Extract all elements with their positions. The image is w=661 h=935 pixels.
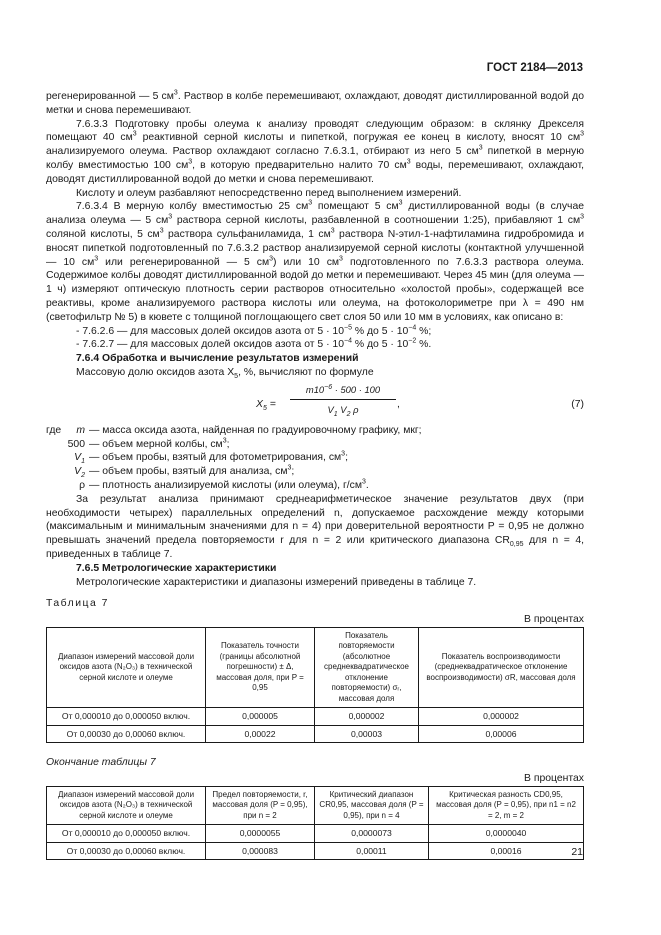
table-header-cell: Предел повторяемости, r, массовая доля (P = 0,95), при n = 2 bbox=[206, 786, 315, 825]
document-header: ГОСТ 2184—2013 bbox=[486, 62, 583, 74]
legend-row: $V_1$ — объем пробы, взятый для фотометрирования, $см^3$; bbox=[74, 450, 348, 466]
paragraph: За результат анализа принимают среднеарифметическое значение результатов двух (при необходимости четырех) параллельных определений n, допускаемое расхождение между которыми (максимальным и минимальным значениями для n = 4) при доверительной вероятности P = 0,95 не должно превышать значений предела повторяемости r для n = 2 или критического диапазона $CR_{0,95}$ для n = 4, приведенных в таблице 7. bbox=[46, 493, 584, 560]
table-header-row bbox=[47, 627, 584, 708]
table-row bbox=[47, 842, 584, 860]
paragraph-7-6-3-4: 7.6.3.4 В мерную колбу вместимостью 25 $см^3$ помещают 5 $см^3$ дистиллированной воды (в случае анализа олеума — 5 $см^3$ раствора серной кислоты, разбавленной в соотношении 1:25), прибавляют 1 $см^3$ соляной кислоты, 5 $см^3$ раствора сульфаниламида, 1 $см^3$ раствора N-этил-1-нафтиламина гидробромида и вносят пипеткой подготовленный по 7.6.3.2 раствор анализируемой серной кислоты (контактной улучшенной — 10 $см^3$ или регенерированной — 5 $см^3$) или 10 $см^3$ подготовленного по 7.6.3.3 раствора олеума. Содержимое колбы доводят дистиллированной водой до метки и перемешивают. Через 45 мин (для олеума — 1 ч) измеряют оптическую плотность серии растворов относительно «холостой пробы», содержащей все реактивы, кроме анализируемого раствора кислоты или олеума, на фотоколориметре при λ = 490 нм (светофильтр № 5) в кювете с толщиной поглощающего свет слоя 50 или 10 мм в условиях, как описано в: bbox=[46, 199, 585, 323]
paragraph: регенерированной — 5 $см^3$. Раствор в колбе перемешивают, охлаждают, доводят дистиллированной водой до метки и снова перемешивают. bbox=[46, 89, 584, 116]
legend-row: где m — масса оксида азота, найденная по градуировочному графику, мкг; bbox=[46, 424, 422, 436]
table-7-end bbox=[46, 786, 584, 861]
table-cell: 0,0000073 bbox=[315, 825, 429, 843]
paragraph: Метрологические характеристики и диапазоны измерений приведены в таблице 7. bbox=[76, 576, 477, 588]
formula-denominator: $V_1$ $V_2$ ρ bbox=[327, 403, 359, 418]
legend-row: ρ — плотность анализируемой кислоты (или олеума), $г/см^3$. bbox=[79, 478, 369, 491]
table-cell: От 0,00030 до 0,00060 включ. bbox=[47, 725, 206, 743]
table-row bbox=[47, 825, 584, 843]
table-cell: 0,000002 bbox=[419, 708, 584, 726]
table-continuation-caption: Окончание таблицы 7 bbox=[46, 757, 156, 769]
list-item: - 7.6.2.7 — для массовых долей оксидов азота от $5 \cdot 10^{-4}$ % до $5 \cdot 10^{-2}$ %. bbox=[76, 337, 432, 351]
paragraph: Массовую долю оксидов азота $X_5$, %, вычисляют по формуле bbox=[76, 366, 374, 381]
section-heading: 7.6.5 Метрологические характеристики bbox=[76, 562, 277, 574]
table-header-cell: Диапазон измерений массовой доли оксидов азота (N₂O₃) в технической серной кислоте и олеуме bbox=[47, 627, 206, 708]
table-unit: В процентах bbox=[524, 773, 584, 785]
paragraph: Кислоту и олеум разбавляют непосредственно перед выполнением измерений. bbox=[76, 187, 462, 199]
table-cell: 0,000002 bbox=[315, 708, 419, 726]
formula-7: $X_5$ = $\frac{m10^{-6} \cdot 500 \cdot 100}{V_1 V_2 \rho}$ , (7) bbox=[256, 383, 584, 418]
legend-row: $V_2$ — объем пробы, взятый для анализа, $см^3$; bbox=[74, 464, 295, 480]
list-item: - 7.6.2.6 — для массовых долей оксидов азота от $5 \cdot 10^{-5}$ % до $5 \cdot 10^{-4}$ %; bbox=[76, 324, 432, 337]
table-row bbox=[47, 708, 584, 726]
table-cell: 0,000083 bbox=[206, 842, 315, 860]
table-caption: Таблица 7 bbox=[46, 598, 109, 610]
table-cell: 0,00016 bbox=[429, 842, 584, 860]
paragraph-7-6-3-3: 7.6.3.3 Подготовку пробы олеума к анализу проводят следующим образом: в склянку Дрекселя помещают 40 $см^3$ реактивной серной кислоты и пипеткой, погружая ее конец в кислоту, вносят 10 $см^3$ анализируемого олеума. Раствор охлаждают согласно 7.6.3.1, отбирают из него 5 $см^3$ пипеткой в мерную колбу вместимостью 100 $см^3$, в которую предварительно налито 70 $см^3$ воды, перемешивают, охлаждают, доводят дистиллированной водой до метки и снова перемешивают. bbox=[46, 118, 585, 185]
table-header-cell: Диапазон измерений массовой доли оксидов азота (N₂O₃) в технической серной кислоте и олеуме bbox=[47, 786, 206, 825]
table-header-cell: Критическая разность CD0,95, массовая доля (P = 0,95), при n1 = n2 = 2, m = 2 bbox=[429, 786, 584, 825]
table-unit: В процентах bbox=[524, 614, 584, 626]
formula-lhs: $X_5$ = bbox=[256, 398, 276, 412]
table-header-cell: Показатель повторяемости (абсолютное среднеквадратическое отклонение повторяемости) σᵣ, массовая доля bbox=[315, 627, 419, 708]
table-header-cell: Показатель точности (границы абсолютной погрешности) ± Δ, массовая доля, при P = 0,95 bbox=[206, 627, 315, 708]
section-heading: 7.6.4 Обработка и вычисление результатов измерений bbox=[76, 353, 359, 365]
table-cell: 0,00003 bbox=[315, 725, 419, 743]
page-number: 21 bbox=[571, 846, 583, 858]
table-header-row bbox=[47, 786, 584, 825]
table-header-cell: Критический диапазон CR0,95, массовая доля (P = 0,95), при n = 4 bbox=[315, 786, 429, 825]
document-body bbox=[46, 90, 584, 860]
table-cell: 0,0000040 bbox=[429, 825, 584, 843]
table-cell: 0,00011 bbox=[315, 842, 429, 860]
table-cell: 0,0000055 bbox=[206, 825, 315, 843]
table-cell: От 0,00030 до 0,00060 включ. bbox=[47, 842, 206, 860]
table-cell: От 0,000010 до 0,000050 включ. bbox=[47, 825, 206, 843]
table-7 bbox=[46, 627, 584, 744]
table-header-cell: Показатель воспроизводимости (среднеквадратическое отклонение воспроизводимости) σR, массовая доля bbox=[419, 627, 584, 708]
formula-numerator: $m10^{-6} \cdot 500 \cdot 100$ bbox=[290, 383, 396, 400]
table-cell: От 0,000010 до 0,000050 включ. bbox=[47, 708, 206, 726]
legend-row: 500 — объем мерной колбы, $см^3$; bbox=[67, 437, 230, 450]
table-cell: 0,00022 bbox=[206, 725, 315, 743]
formula-fraction bbox=[290, 383, 396, 417]
equation-number: (7) bbox=[571, 398, 584, 410]
table-cell: 0,000005 bbox=[206, 708, 315, 726]
table-cell: 0,00006 bbox=[419, 725, 584, 743]
formula-legend bbox=[46, 424, 584, 493]
table-row bbox=[47, 725, 584, 743]
